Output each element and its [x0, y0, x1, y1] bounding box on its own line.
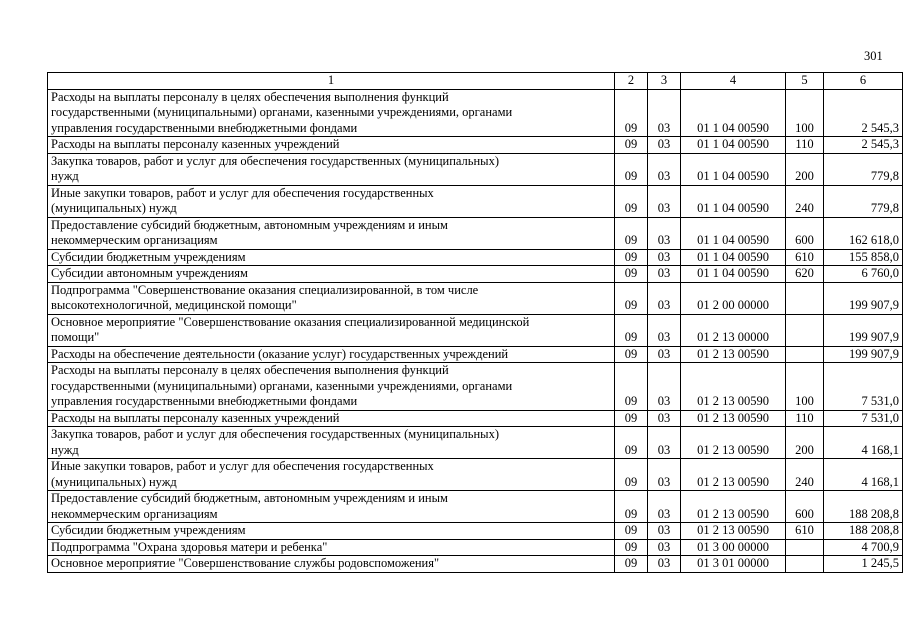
row-subsection-code: 03	[648, 137, 681, 154]
row-description	[48, 459, 615, 491]
table-row	[48, 153, 903, 185]
row-target-article: 01 1 04 00590	[681, 185, 786, 217]
row-description	[48, 556, 615, 573]
row-section-code: 09	[615, 282, 648, 314]
row-amount: 779,8	[824, 153, 903, 185]
row-description	[48, 410, 615, 427]
budget-table	[47, 72, 903, 573]
description-line: Расходы на выплаты персоналу в целях обеспечения выполнения функций	[51, 89, 449, 104]
row-expense-type: 620	[786, 266, 824, 283]
row-target-article: 01 1 04 00590	[681, 137, 786, 154]
page-number: 301	[864, 49, 883, 63]
header-cell-6: 6	[824, 73, 903, 90]
description-line: высокотехнологичной, медицинской помощи"	[51, 298, 297, 312]
description-line: Расходы на выплаты персоналу казенных учреждений	[51, 410, 340, 425]
description-line: Субсидии бюджетным учреждениям	[51, 249, 246, 264]
row-target-article: 01 1 04 00590	[681, 89, 786, 137]
row-section-code: 09	[615, 363, 648, 411]
row-expense-type: 110	[786, 137, 824, 154]
row-section-code: 09	[615, 314, 648, 346]
description-line: Предоставление субсидий бюджетным, автономным учреждениям и иным	[51, 491, 448, 505]
row-description	[48, 89, 615, 137]
row-description	[48, 523, 615, 540]
row-target-article: 01 2 13 00590	[681, 363, 786, 411]
row-target-article: 01 1 04 00590	[681, 217, 786, 249]
table-row	[48, 491, 903, 523]
row-expense-type	[786, 556, 824, 573]
description-line: Расходы на выплаты персоналу казенных учреждений	[51, 137, 340, 151]
description-line: некоммерческим организациям	[51, 233, 218, 247]
row-section-code: 09	[615, 89, 648, 137]
table-row	[48, 89, 903, 137]
table-row	[48, 346, 903, 363]
row-description	[48, 314, 615, 346]
row-target-article: 01 2 00 00000	[681, 282, 786, 314]
row-section-code: 09	[615, 459, 648, 491]
row-description	[48, 217, 615, 249]
row-target-article: 01 2 13 00590	[681, 427, 786, 459]
row-subsection-code: 03	[648, 523, 681, 540]
table-row	[48, 249, 903, 266]
row-amount: 188 208,8	[824, 491, 903, 523]
table-row	[48, 539, 903, 556]
row-description	[48, 249, 615, 266]
row-subsection-code: 03	[648, 363, 681, 411]
row-amount: 188 208,8	[824, 523, 903, 540]
table-row	[48, 185, 903, 217]
row-target-article: 01 2 13 00000	[681, 314, 786, 346]
description-line: некоммерческим организациям	[51, 506, 218, 521]
row-target-article: 01 2 13 00590	[681, 523, 786, 540]
table-row	[48, 363, 903, 411]
description-line: Закупка товаров, работ и услуг для обеспечения государственных (муниципальных)	[51, 153, 499, 168]
row-expense-type: 610	[786, 523, 824, 540]
description-line: управления государственными внебюджетными фондами	[51, 394, 358, 408]
row-section-code: 09	[615, 137, 648, 154]
row-amount: 6 760,0	[824, 266, 903, 283]
row-description	[48, 539, 615, 556]
row-expense-type: 200	[786, 427, 824, 459]
row-subsection-code: 03	[648, 217, 681, 249]
header-cell-4: 4	[681, 73, 786, 90]
row-expense-type: 600	[786, 491, 824, 523]
row-target-article: 01 2 13 00590	[681, 459, 786, 491]
row-description	[48, 427, 615, 459]
description-line: Предоставление субсидий бюджетным, автономным учреждениям и иным	[51, 217, 448, 232]
header-cell-1: 1	[48, 73, 615, 90]
row-subsection-code: 03	[648, 539, 681, 556]
table-row	[48, 523, 903, 540]
table-row	[48, 282, 903, 314]
row-subsection-code: 03	[648, 459, 681, 491]
row-section-code: 09	[615, 249, 648, 266]
table-body	[48, 89, 903, 572]
description-line: Расходы на обеспечение деятельности (оказание услуг) государственных учреждений	[51, 346, 509, 361]
description-line: государственными (муниципальными) органами, казенными учреждениями, органами	[51, 105, 513, 119]
row-target-article: 01 3 01 00000	[681, 556, 786, 573]
header-row	[48, 73, 903, 90]
row-expense-type	[786, 346, 824, 363]
row-target-article: 01 2 13 00590	[681, 346, 786, 363]
row-description	[48, 363, 615, 411]
row-subsection-code: 03	[648, 491, 681, 523]
row-expense-type: 110	[786, 410, 824, 427]
row-subsection-code: 03	[648, 266, 681, 283]
table-row	[48, 217, 903, 249]
row-amount: 7 531,0	[824, 410, 903, 427]
row-expense-type: 600	[786, 217, 824, 249]
description-line: Субсидии автономным учреждениям	[51, 266, 248, 280]
row-section-code: 09	[615, 491, 648, 523]
row-amount: 779,8	[824, 185, 903, 217]
row-section-code: 09	[615, 410, 648, 427]
row-subsection-code: 03	[648, 249, 681, 266]
row-description	[48, 282, 615, 314]
description-line: (муниципальных) нужд	[51, 201, 177, 215]
description-line: (муниципальных) нужд	[51, 474, 177, 489]
row-description	[48, 491, 615, 523]
row-target-article: 01 1 04 00590	[681, 249, 786, 266]
description-line: нужд	[51, 442, 79, 457]
row-subsection-code: 03	[648, 346, 681, 363]
row-section-code: 09	[615, 153, 648, 185]
row-expense-type: 240	[786, 185, 824, 217]
header-cell-5: 5	[786, 73, 824, 90]
row-amount: 4 700,9	[824, 539, 903, 556]
description-line: Основное мероприятие "Совершенствование службы родовспоможения"	[51, 556, 440, 570]
row-expense-type	[786, 282, 824, 314]
row-description	[48, 185, 615, 217]
row-description	[48, 137, 615, 154]
row-description	[48, 346, 615, 363]
table-row	[48, 314, 903, 346]
row-amount: 199 907,9	[824, 282, 903, 314]
description-line: Подпрограмма "Охрана здоровья матери и ребенка"	[51, 539, 328, 554]
row-subsection-code: 03	[648, 410, 681, 427]
row-subsection-code: 03	[648, 89, 681, 137]
row-section-code: 09	[615, 523, 648, 540]
row-expense-type: 100	[786, 89, 824, 137]
table-row	[48, 427, 903, 459]
row-description	[48, 266, 615, 283]
row-amount: 2 545,3	[824, 137, 903, 154]
row-section-code: 09	[615, 539, 648, 556]
row-amount: 162 618,0	[824, 217, 903, 249]
row-amount: 199 907,9	[824, 314, 903, 346]
row-amount: 2 545,3	[824, 89, 903, 137]
description-line: Субсидии бюджетным учреждениям	[51, 523, 246, 537]
row-section-code: 09	[615, 217, 648, 249]
description-line: государственными (муниципальными) органами, казенными учреждениями, органами	[51, 378, 513, 393]
row-target-article: 01 2 13 00590	[681, 491, 786, 523]
row-target-article: 01 3 00 00000	[681, 539, 786, 556]
table-row	[48, 266, 903, 283]
row-section-code: 09	[615, 556, 648, 573]
table-row	[48, 556, 903, 573]
row-subsection-code: 03	[648, 282, 681, 314]
description-line: помощи"	[51, 330, 100, 344]
header-cell-3: 3	[648, 73, 681, 90]
row-amount: 7 531,0	[824, 363, 903, 411]
row-subsection-code: 03	[648, 185, 681, 217]
row-subsection-code: 03	[648, 556, 681, 573]
row-subsection-code: 03	[648, 314, 681, 346]
description-line: Подпрограмма "Совершенствование оказания специализированной, в том числе	[51, 282, 479, 297]
row-amount: 4 168,1	[824, 427, 903, 459]
row-expense-type: 610	[786, 249, 824, 266]
row-subsection-code: 03	[648, 153, 681, 185]
description-line: Иные закупки товаров, работ и услуг для обеспечения государственных	[51, 459, 434, 473]
row-section-code: 09	[615, 346, 648, 363]
row-amount: 199 907,9	[824, 346, 903, 363]
row-expense-type	[786, 539, 824, 556]
description-line: Закупка товаров, работ и услуг для обеспечения государственных (муниципальных)	[51, 427, 499, 441]
description-line: нужд	[51, 169, 79, 183]
row-section-code: 09	[615, 266, 648, 283]
row-section-code: 09	[615, 185, 648, 217]
table-row	[48, 137, 903, 154]
row-amount: 1 245,5	[824, 556, 903, 573]
description-line: Основное мероприятие "Совершенствование оказания специализированной медицинской	[51, 314, 530, 329]
row-target-article: 01 2 13 00590	[681, 410, 786, 427]
row-description	[48, 153, 615, 185]
row-expense-type: 200	[786, 153, 824, 185]
row-expense-type	[786, 314, 824, 346]
row-target-article: 01 1 04 00590	[681, 266, 786, 283]
description-line: управления государственными внебюджетными фондами	[51, 120, 358, 135]
description-line: Иные закупки товаров, работ и услуг для обеспечения государственных	[51, 185, 434, 200]
header-cell-2: 2	[615, 73, 648, 90]
row-section-code: 09	[615, 427, 648, 459]
row-amount: 4 168,1	[824, 459, 903, 491]
row-subsection-code: 03	[648, 427, 681, 459]
table-row	[48, 459, 903, 491]
description-line: Расходы на выплаты персоналу в целях обеспечения выполнения функций	[51, 363, 449, 377]
row-expense-type: 100	[786, 363, 824, 411]
row-target-article: 01 1 04 00590	[681, 153, 786, 185]
row-expense-type: 240	[786, 459, 824, 491]
table-row	[48, 410, 903, 427]
row-amount: 155 858,0	[824, 249, 903, 266]
